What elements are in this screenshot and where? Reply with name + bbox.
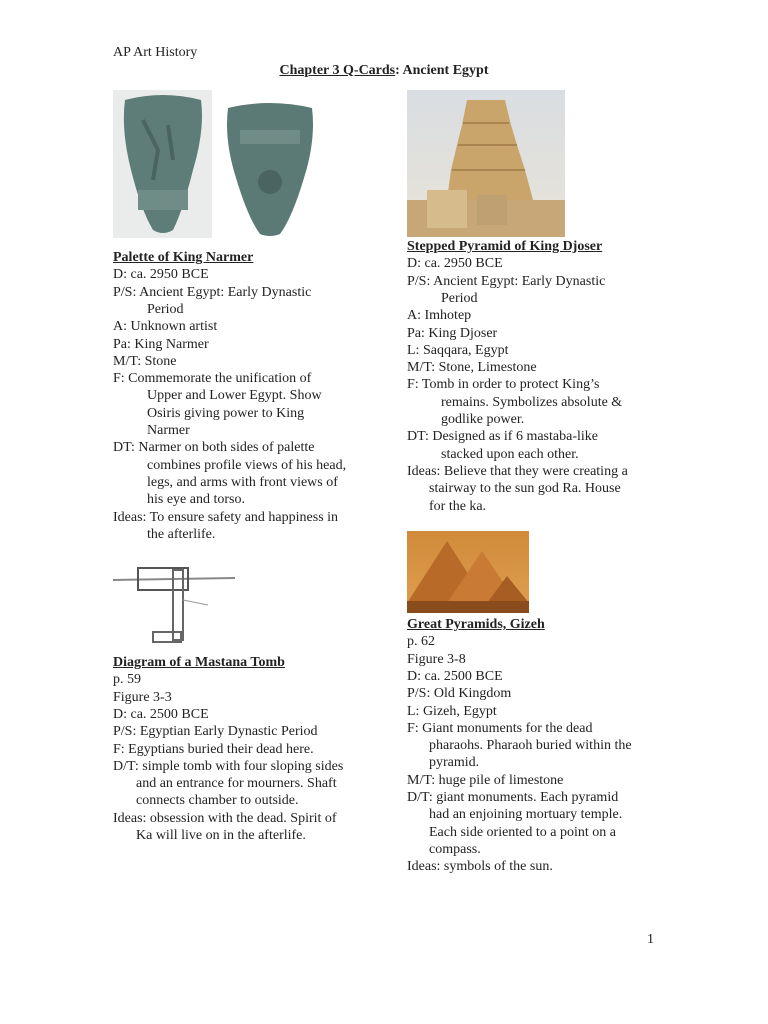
narmer-palette-front-image bbox=[220, 100, 320, 238]
card-line: M/T: huge pile of limestone bbox=[407, 772, 564, 788]
page-number: 1 bbox=[647, 932, 654, 947]
card-heading: Great Pyramids, Gizeh bbox=[407, 617, 545, 632]
title-suffix: : Ancient Egypt bbox=[395, 63, 489, 78]
card-line: A: Imhotep bbox=[407, 308, 472, 324]
card-line: Period bbox=[147, 301, 184, 317]
card-line: D: ca. 2950 BCE bbox=[113, 267, 209, 283]
card-line: had an enjoining mortuary temple. bbox=[429, 807, 623, 823]
card-line: p. 59 bbox=[113, 672, 141, 688]
card-line: Period bbox=[441, 290, 478, 306]
card-line: DT: Narmer on both sides of palette bbox=[113, 440, 315, 456]
page-title bbox=[0, 63, 768, 79]
card-line: L: Gizeh, Egypt bbox=[407, 703, 497, 719]
card-line: F: Egyptians buried their dead here. bbox=[113, 741, 314, 757]
card-line: legs, and arms with front views of bbox=[147, 474, 338, 490]
card-line: Ka will live on in the afterlife. bbox=[136, 828, 306, 843]
card-line: Pa: King Narmer bbox=[113, 336, 209, 352]
stepped-pyramid-image bbox=[407, 90, 565, 237]
title-prefix: Chapter 3 Q-Cards bbox=[279, 63, 396, 78]
great-pyramids-image bbox=[407, 531, 529, 613]
card-line: P/S: Ancient Egypt: Early Dynastic bbox=[113, 284, 312, 300]
card-line: D/T: simple tomb with four sloping sides bbox=[113, 758, 344, 774]
mastaba-diagram-image bbox=[113, 560, 235, 650]
card-line: the afterlife. bbox=[147, 526, 216, 542]
narmer-palette-back-image bbox=[113, 90, 212, 238]
card-heading: Palette of King Narmer bbox=[113, 250, 254, 265]
card-line: F: Commemorate the unification of bbox=[113, 371, 312, 387]
card-line: Ideas: symbols of the sun. bbox=[407, 859, 553, 875]
card-line: P/S: Ancient Egypt: Early Dynastic bbox=[407, 273, 606, 289]
card-line: D: ca. 2950 BCE bbox=[407, 256, 503, 272]
card-line: Pa: King Djoser bbox=[407, 325, 498, 341]
card-heading: Diagram of a Mastana Tomb bbox=[113, 655, 285, 670]
card-line: M/T: Stone bbox=[113, 353, 177, 369]
card-line: p. 62 bbox=[407, 634, 435, 650]
course-label: AP Art History bbox=[113, 45, 198, 60]
card-line: D: ca. 2500 BCE bbox=[113, 706, 209, 722]
card-line: Ideas: obsession with the dead. Spirit of bbox=[113, 810, 337, 826]
card-line: D/T: giant monuments. Each pyramid bbox=[407, 790, 619, 805]
card-line: Narmer bbox=[147, 423, 190, 438]
card-line: connects chamber to outside. bbox=[136, 793, 299, 809]
card-line: pyramid. bbox=[429, 755, 480, 771]
card-line: L: Saqqara, Egypt bbox=[407, 342, 509, 358]
card-line: Figure 3-8 bbox=[407, 651, 466, 667]
card-line: P/S: Old Kingdom bbox=[407, 686, 512, 702]
card-line: M/T: Stone, Limestone bbox=[407, 360, 537, 376]
card-line: Figure 3-3 bbox=[113, 689, 172, 705]
card-line: stacked upon each other. bbox=[441, 446, 579, 462]
card-line: pharaohs. Pharaoh buried within the bbox=[429, 738, 632, 754]
card-line: and an entrance for mourners. Shaft bbox=[136, 776, 337, 792]
card-line: remains. Symbolizes absolute & bbox=[441, 394, 623, 410]
card-line: Each side oriented to a point on a bbox=[429, 824, 616, 840]
card-line: for the ka. bbox=[429, 498, 487, 514]
card-line: A: Unknown artist bbox=[113, 319, 218, 335]
card-line: godlike power. bbox=[441, 412, 525, 427]
card-line: F: Giant monuments for the dead bbox=[407, 720, 593, 736]
card-heading: Stepped Pyramid of King Djoser bbox=[407, 239, 603, 254]
card-line: F: Tomb in order to protect King’s bbox=[407, 377, 600, 393]
card-line: stairway to the sun god Ra. House bbox=[429, 481, 621, 497]
card-line: Osiris giving power to King bbox=[147, 405, 305, 421]
card-line: compass. bbox=[429, 841, 481, 857]
card-line: Ideas: To ensure safety and happiness in bbox=[113, 509, 339, 525]
card-line: his eye and torso. bbox=[147, 492, 245, 508]
card-line: P/S: Egyptian Early Dynastic Period bbox=[113, 724, 318, 740]
card-line: Ideas: Believe that they were creating a bbox=[407, 463, 628, 479]
card-line: Upper and Lower Egypt. Show bbox=[147, 388, 322, 404]
card-line: DT: Designed as if 6 mastaba-like bbox=[407, 429, 598, 445]
card-line: combines profile views of his head, bbox=[147, 457, 347, 473]
card-line: D: ca. 2500 BCE bbox=[407, 668, 503, 684]
